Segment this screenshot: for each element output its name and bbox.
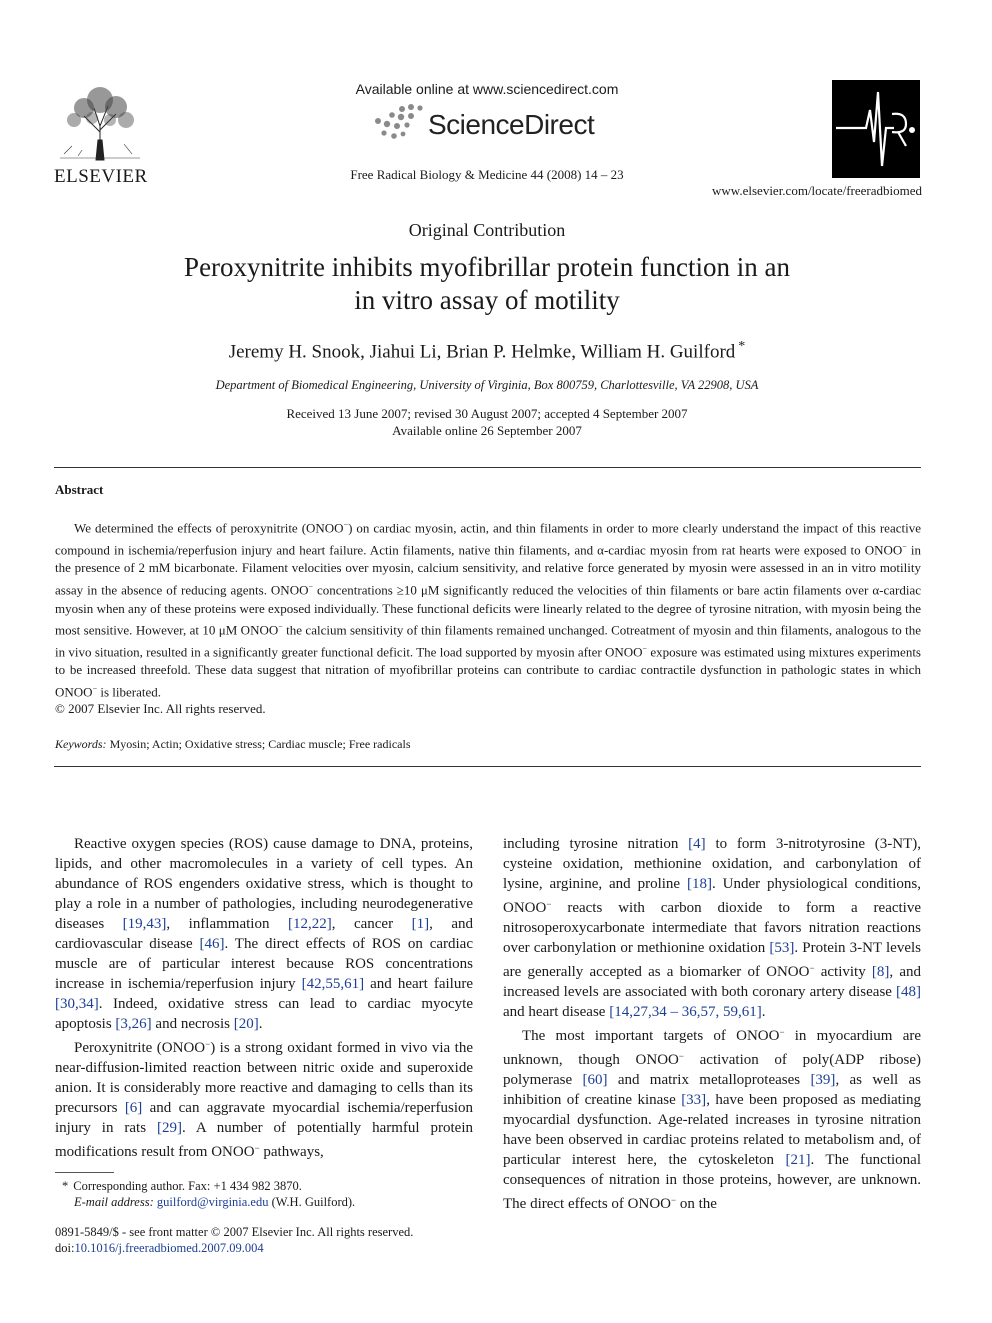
citation-link[interactable]: [12,22]: [287, 916, 332, 932]
doi-line: doi:10.1016/j.freeradbiomed.2007.09.004: [55, 1241, 264, 1255]
journal-cover-logo: [832, 80, 920, 178]
citation-link[interactable]: [6]: [124, 1100, 143, 1116]
citation-link[interactable]: [3,26]: [115, 1016, 152, 1032]
elsevier-logo: [54, 80, 148, 187]
email-label: E-mail address:: [74, 1195, 154, 1209]
article-title-line-2: in vitro assay of motility: [354, 285, 620, 315]
sciencedirect-logo[interactable]: [370, 103, 610, 145]
dates-received: Received 13 June 2007; revised 30 August 2007; accepted 4 September 2007: [286, 406, 688, 421]
abstract-body: We determined the effects of peroxynitrite (ONOO−) on cardiac myosin, actin, and thin filaments in order to more clearly understand the impact of this reactive compound in ischemia/reperfusion injury and heart failure. Actin filaments, native thin filaments, and α-cardiac myosin from rat hearts were exposed to ONOO− in the presence of 2 mM bicarbonate. Filament velocities over myosin, calcium sensitivity, and relative force generated by myosin were assessed in an in vitro motility assay in the absence of reducing agents. ONOO− concentrations ≥10 μM significantly reduced the velocities of thin filaments or bare actin filaments over α-cardiac myosin when any of these proteins were exposed individually. These functional deficits were linearly related to the degree of tyrosine nitration, with myosin being the most sensitive. However, at 10 μM ONOO− the calcium sensitivity of thin filaments remained unchanged. Cotreatment of myosin and thin filaments, analogous to the in vivo situation, resulted in a significantly greater functional deficit. The load supported by myosin after ONOO− exposure was estimated using mixtures experiments to be increased threefold. These data suggest that nitration of myofibrillar proteins can contribute to cardiac contractile dysfunction in pathologic states in which ONOO− is liberated.: [55, 520, 921, 700]
body-paragraph: including tyrosine nitration [4] to form 3-nitrotyrosine (3-NT), cysteine oxidation, methionine oxidation, and carbonylation of lysine, arginine, and proline [18]. Under physiological conditions, ONOO− reacts with carbon dioxide to form a reactive nitrosoperoxycarbonate intermediate that favors nitration reactions over carbonylation or methionine oxidation [53]. Protein 3-NT levels are generally accepted as a biomarker of ONOO− activity [8], and increased levels are associated with both coronary artery disease [48] and heart disease [14,27,34 – 36,57, 59,61].: [503, 836, 921, 1020]
citation-link[interactable]: [29]: [156, 1120, 182, 1136]
citation-link[interactable]: [19,43]: [122, 916, 167, 932]
keywords-text: Myosin; Actin; Oxidative stress; Cardiac muscle; Free radicals: [109, 737, 411, 751]
article-title: [100, 251, 874, 317]
citation-link[interactable]: [1]: [411, 916, 430, 932]
footnote-mark: *: [62, 1179, 69, 1193]
citation-link[interactable]: [39]: [810, 1072, 836, 1088]
citation-link[interactable]: [48]: [896, 984, 921, 1000]
sciencedirect-dots-icon: [370, 103, 428, 143]
body-column-right: [503, 834, 921, 1214]
available-online-text: Available online at www.sciencedirect.com: [355, 81, 619, 97]
citation-link[interactable]: [33]: [681, 1092, 707, 1108]
body-column-left: [55, 834, 473, 1162]
divider-bottom: [54, 766, 921, 767]
citation-link[interactable]: [53]: [769, 940, 795, 956]
citation-link[interactable]: [14,27,34 – 36,57, 59,61]: [609, 1004, 762, 1020]
citation-link[interactable]: [46]: [199, 936, 225, 952]
abstract-copyright: © 2007 Elsevier Inc. All rights reserved.: [55, 701, 266, 716]
affiliation: Department of Biomedical Engineering, University of Virginia, Box 800759, Charlottesville, VA 22908, USA: [215, 378, 759, 392]
article-title-line-1: Peroxynitrite inhibits myofibrillar protein function in an: [184, 252, 790, 282]
citation-link[interactable]: [60]: [582, 1072, 608, 1088]
authors: Jeremy H. Snook, Jiahui Li, Brian P. Helmke, William H. Guilford: [228, 341, 736, 363]
doi-link[interactable]: 10.1016/j.freeradbiomed.2007.09.004: [74, 1241, 264, 1255]
elsevier-tree-icon: [54, 80, 146, 162]
article-section: Original Contribution: [408, 220, 566, 240]
corresponding-author-mark[interactable]: *: [738, 339, 746, 354]
abstract-heading: Abstract: [55, 482, 104, 497]
email-link[interactable]: guilford@virginia.edu: [156, 1195, 269, 1209]
body-paragraph: Reactive oxygen species (ROS) cause damage to DNA, proteins, lipids, and other macromolecules in a variety of cell types. An abundance of ROS engenders oxidative stress, which is thought to play a role in a number of pathologies, including neurodegenerative diseases [19,43], inflammation [12,22], cancer [1], and cardiovascular disease [46]. The direct effects of ROS on cardiac muscle are of particular interest because ROS concentrations increase in ischemia/reperfusion injury [42,55,61] and heart failure [30,34]. Indeed, oxidative stress can lead to cardiac myocyte apoptosis [3,26] and necrosis [20].: [55, 836, 473, 1032]
body-paragraph: The most important targets of ONOO− in myocardium are unknown, though ONOO− activation of poly(ADP ribose) polymerase [60] and matrix metalloproteases [39], as well as inhibition of creatine kinase [33], have been proposed as mediating myocardial dysfunction. Age-related increases in tyrosine nitration have been observed in cardiac proteins related to metabolism and, of particular interest here, the cytoskeleton [21]. The functional consequences of nitration in those proteins, however, are unknown. The direct effects of ONOO− on the: [503, 1027, 922, 1212]
issn-line: 0891-5849/$ - see front matter © 2007 Elsevier Inc. All rights reserved.: [55, 1225, 414, 1239]
email-note: [74, 1195, 355, 1210]
citation-link[interactable]: [18]: [686, 876, 712, 892]
citation-link[interactable]: [20]: [233, 1016, 259, 1032]
footnote-divider: [55, 1172, 114, 1173]
citation-link[interactable]: [8]: [871, 964, 890, 980]
journal-citation: Free Radical Biology & Medicine 44 (2008) 14 – 23: [350, 167, 624, 182]
dates-available-online: Available online 26 September 2007: [392, 423, 582, 438]
citation-link[interactable]: [30,34]: [55, 996, 99, 1012]
email-owner: (W.H. Guilford).: [271, 1195, 356, 1209]
citation-link[interactable]: [4]: [688, 836, 706, 852]
keywords: [55, 737, 411, 752]
body-paragraph: Peroxynitrite (ONOO−) is a strong oxidant formed in vivo via the near-diffusion-limited reaction between nitric oxide and superoxide anion. It is considerably more reactive and damaging to cells than its precursors [6] and can aggravate myocardial ischemia/reperfusion injury in rats [29]. A number of potentially harmful protein modifications result from ONOO− pathways,: [55, 1039, 473, 1160]
citation-link[interactable]: [21]: [785, 1152, 811, 1168]
ecg-pulse-icon: [832, 80, 920, 178]
journal-url-link[interactable]: www.elsevier.com/locate/freeradbiomed: [712, 183, 922, 198]
keywords-label: Keywords:: [55, 737, 107, 751]
sciencedirect-wordmark: ScienceDirect: [428, 109, 595, 140]
citation-link[interactable]: [42,55,61]: [301, 976, 365, 992]
corresponding-author-note: * Corresponding author. Fax: +1 434 982 3870.: [62, 1179, 302, 1193]
publisher-name: ELSEVIER: [54, 166, 148, 187]
author-list: [100, 339, 874, 363]
divider-top: [54, 467, 921, 468]
